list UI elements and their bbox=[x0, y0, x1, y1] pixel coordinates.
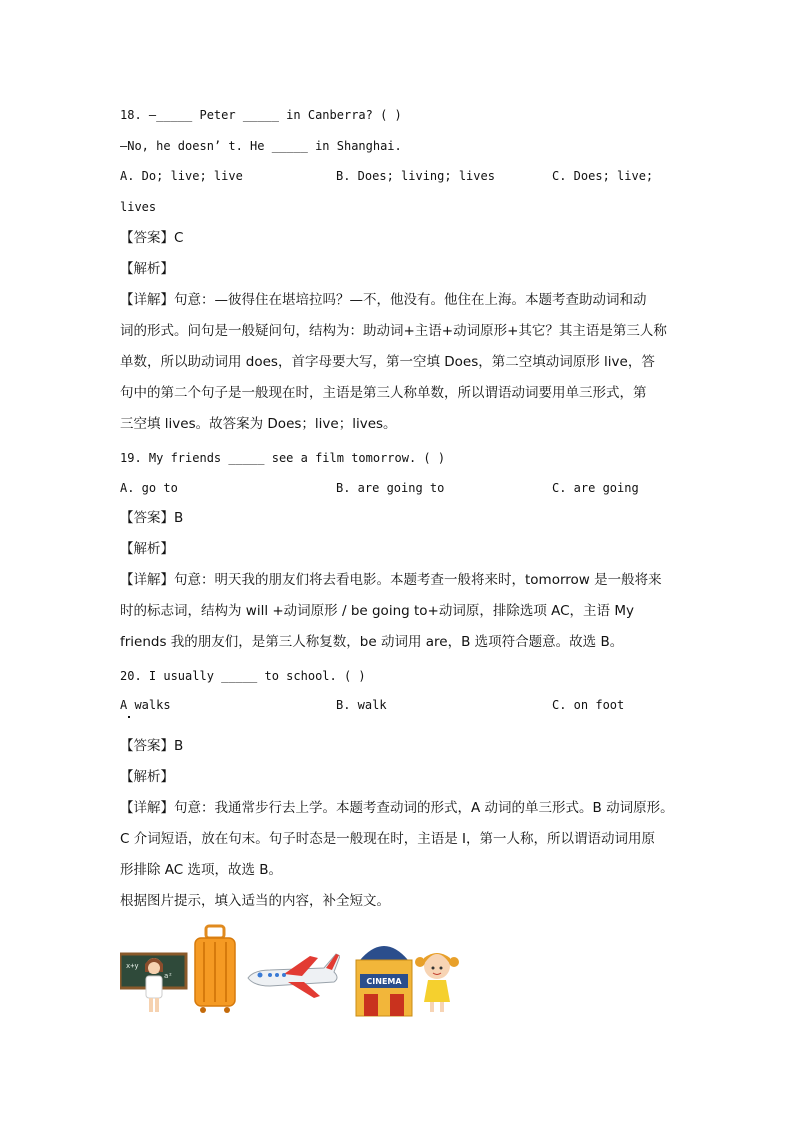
girl-icon bbox=[412, 922, 462, 1022]
q20-detail-2: C 介词短语，放在句末。句子时态是一般现在时，主语是 I，第一人称，所以谓语动词用原 bbox=[120, 831, 655, 847]
q18-option-c: C. Does; live; bbox=[552, 169, 654, 183]
q20-detail-1: 【详解】句意：我通常步行去上学。本题考查动词的形式，A 动词的单三形式。B 动词原形。 bbox=[120, 800, 674, 816]
suitcase-icon bbox=[192, 922, 238, 1022]
q19-answer: 【答案】B bbox=[120, 510, 184, 526]
q18-detail-1: 【详解】句意：—彼得住在堪培拉吗？—不，他没有。他住在上海。本题考查助动词和动 bbox=[120, 292, 647, 308]
airplane-icon bbox=[244, 922, 340, 1022]
q18-detail-4: 句中的第二个句子是一般现在时，主语是第三人称单数，所以谓语动词要用单三形式，第 bbox=[120, 385, 647, 401]
q19-option-a: A. go to bbox=[120, 481, 178, 495]
q20-option-c: C. on foot bbox=[552, 698, 625, 712]
q18-analysis: 【解析】 bbox=[120, 261, 174, 277]
q19-option-b: B. are going to bbox=[336, 481, 445, 495]
q20-dot-mark bbox=[128, 716, 130, 718]
q18-option-wrap: lives bbox=[120, 200, 157, 214]
cinema-icon bbox=[354, 922, 414, 1022]
q19-detail-2: 时的标志词，结构为 will +动词原形 / be going to+动词原，排除选项 AC，主语 My bbox=[120, 603, 634, 619]
instruction: 根据图片提示，填入适当的内容，补全短文。 bbox=[120, 893, 390, 909]
q18-option-b: B. Does; living; lives bbox=[336, 169, 495, 183]
q18-detail-3: 单数，所以助动词用 does，首字母要大写，第一空填 Does，第二空填动词原形 live，答 bbox=[120, 354, 655, 370]
picture-hints bbox=[118, 922, 468, 1022]
q20-detail-3: 形排除 AC 选项，故选 B。 bbox=[120, 862, 283, 878]
svg-text:a²: a² bbox=[164, 972, 173, 980]
q20-stem: 20. I usually _____ to school. ( ) bbox=[120, 669, 366, 683]
q19-stem: 19. My friends _____ see a film tomorrow. ( ) bbox=[120, 451, 446, 465]
q18-stem: 18. —_____ Peter _____ in Canberra? ( ) bbox=[120, 108, 402, 122]
q20-answer: 【答案】B bbox=[120, 738, 184, 754]
q18-answer: 【答案】C bbox=[120, 230, 184, 246]
svg-text:x+y: x+y bbox=[126, 962, 139, 970]
q19-detail-3: friends 我的朋友们，是第三人称复数，be 动词用 are，B 选项符合题意。故选 B。 bbox=[120, 634, 624, 650]
q20-option-a: A walks bbox=[120, 698, 171, 712]
q20-analysis: 【解析】 bbox=[120, 769, 174, 785]
cinema-sign: CINEMA bbox=[366, 977, 402, 986]
q18-line2: —No, he doesn’ t. He _____ in Shanghai. bbox=[120, 139, 402, 153]
q19-option-c: C. are going bbox=[552, 481, 639, 495]
q19-detail-1: 【详解】句意：明天我的朋友们将去看电影。本题考查一般将来时，tomorrow 是一般将来 bbox=[120, 572, 662, 588]
q18-detail-2: 词的形式。问句是一般疑问句，结构为：助动词+主语+动词原形+其它？其主语是第三人称 bbox=[120, 323, 667, 339]
q18-detail-5: 三空填 lives。故答案为 Does；live；lives。 bbox=[120, 416, 397, 432]
q18-option-a: A. Do; live; live bbox=[120, 169, 243, 183]
q19-analysis: 【解析】 bbox=[120, 541, 174, 557]
q20-option-b: B. walk bbox=[336, 698, 387, 712]
teacher-blackboard-icon bbox=[120, 922, 188, 1022]
